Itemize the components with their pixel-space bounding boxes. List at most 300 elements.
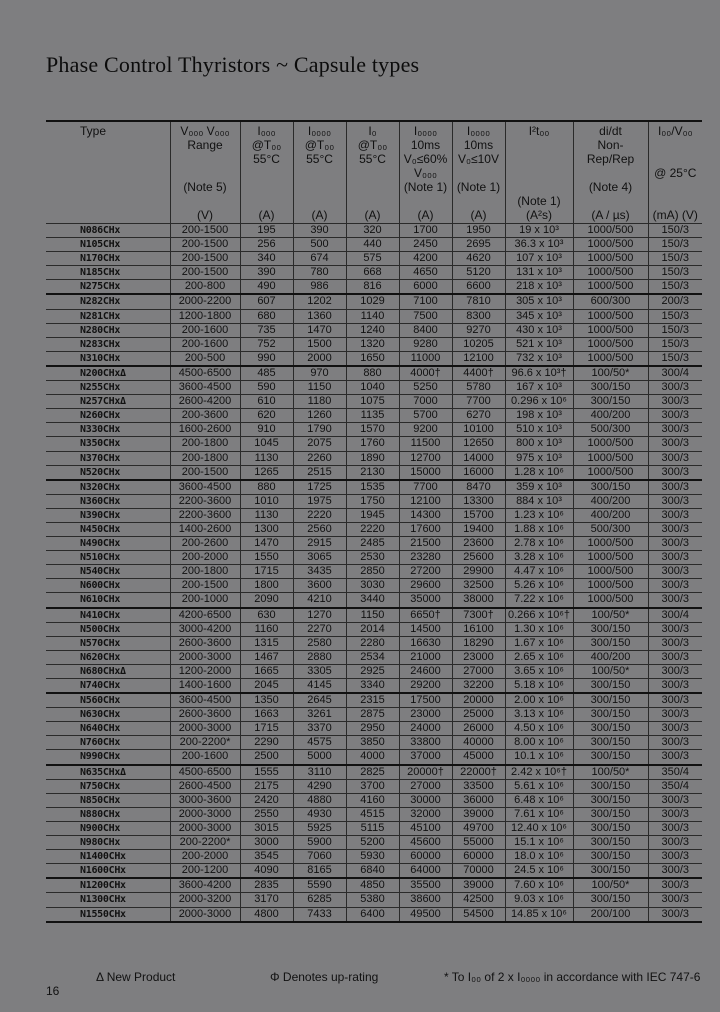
cell-itsm-10v: 2695 bbox=[452, 238, 505, 252]
cell-i2t: 2.65 x 10⁶ bbox=[505, 650, 573, 664]
header-row-main bbox=[46, 121, 702, 208]
cell-igt-vgt: 300/3 bbox=[648, 565, 702, 579]
cell-it: 2950 bbox=[346, 722, 399, 736]
table-row bbox=[46, 608, 702, 623]
footnote-iec: * To I₀₀ of 2 x I₀₀₀₀ in accordance with IEC 747-6 bbox=[444, 970, 701, 984]
cell-itsm-10v: 16000 bbox=[452, 465, 505, 480]
cell-itsm-10v: 1950 bbox=[452, 224, 505, 238]
cell-it-rms: 674 bbox=[293, 252, 346, 266]
cell-vdrm-range: 2600-3600 bbox=[170, 708, 240, 722]
cell-didt: 1000/500 bbox=[573, 537, 648, 551]
cell-itsm-10v: 49700 bbox=[452, 821, 505, 835]
table-row bbox=[46, 266, 702, 280]
cell-didt: 300/150 bbox=[573, 708, 648, 722]
cell-type: N1200CHx bbox=[46, 878, 170, 893]
cell-igt-vgt: 150/3 bbox=[648, 351, 702, 366]
cell-it: 1029 bbox=[346, 294, 399, 309]
table-row bbox=[46, 366, 702, 381]
cell-didt: 400/200 bbox=[573, 650, 648, 664]
cell-vdrm-range: 3600-4500 bbox=[170, 480, 240, 495]
table-row bbox=[46, 864, 702, 879]
cell-type: N850CHx bbox=[46, 793, 170, 807]
cell-it: 1890 bbox=[346, 451, 399, 465]
cell-it-avg: 1130 bbox=[240, 451, 293, 465]
cell-it: 2220 bbox=[346, 522, 399, 536]
table-row bbox=[46, 423, 702, 437]
cell-itsm-60: 11500 bbox=[399, 437, 452, 451]
cell-itsm-10v: 54500 bbox=[452, 907, 505, 922]
table-row bbox=[46, 508, 702, 522]
cell-didt: 300/150 bbox=[573, 636, 648, 650]
cell-it: 1650 bbox=[346, 351, 399, 366]
table-row bbox=[46, 309, 702, 323]
cell-it-avg: 3545 bbox=[240, 850, 293, 864]
cell-igt-vgt: 300/4 bbox=[648, 366, 702, 381]
cell-itsm-10v: 5120 bbox=[452, 266, 505, 280]
cell-itsm-10v: 13300 bbox=[452, 494, 505, 508]
cell-vdrm-range: 200-2600 bbox=[170, 537, 240, 551]
cell-type: N310CHx bbox=[46, 351, 170, 366]
header-igt: I₀₀/V₀₀ @ 25°C bbox=[648, 121, 702, 208]
cell-didt: 1000/500 bbox=[573, 551, 648, 565]
cell-igt-vgt: 300/3 bbox=[648, 409, 702, 423]
cell-itsm-60: 12100 bbox=[399, 494, 452, 508]
cell-igt-vgt: 300/3 bbox=[648, 437, 702, 451]
cell-itsm-60: 7700 bbox=[399, 480, 452, 495]
cell-didt: 200/100 bbox=[573, 907, 648, 922]
cell-i2t: 15.1 x 10⁶ bbox=[505, 836, 573, 850]
cell-igt-vgt: 300/3 bbox=[648, 551, 702, 565]
cell-igt-vgt: 300/3 bbox=[648, 793, 702, 807]
cell-type: N320CHx bbox=[46, 480, 170, 495]
table-row bbox=[46, 679, 702, 694]
thyristor-table-container bbox=[46, 120, 702, 923]
cell-type: N260CHx bbox=[46, 409, 170, 423]
cell-igt-vgt: 300/3 bbox=[648, 807, 702, 821]
header-it-avg: I₀₀₀ @T₀₀ 55°C bbox=[240, 121, 293, 208]
cell-it-rms: 986 bbox=[293, 280, 346, 295]
table-row bbox=[46, 693, 702, 708]
cell-didt: 400/200 bbox=[573, 494, 648, 508]
cell-didt: 500/300 bbox=[573, 522, 648, 536]
cell-itsm-60: 33800 bbox=[399, 736, 452, 750]
cell-igt-vgt: 150/3 bbox=[648, 252, 702, 266]
cell-it-rms: 3110 bbox=[293, 765, 346, 780]
cell-igt-vgt: 300/3 bbox=[648, 878, 702, 893]
cell-vdrm-range: 3600-4200 bbox=[170, 878, 240, 893]
cell-type: N410CHx bbox=[46, 608, 170, 623]
cell-it-rms: 8165 bbox=[293, 864, 346, 879]
cell-it: 4850 bbox=[346, 878, 399, 893]
cell-didt: 1000/500 bbox=[573, 451, 648, 465]
cell-it: 1135 bbox=[346, 409, 399, 423]
table-row bbox=[46, 238, 702, 252]
cell-didt: 1000/500 bbox=[573, 437, 648, 451]
cell-itsm-10v: 32500 bbox=[452, 579, 505, 593]
cell-vdrm-range: 2000-3000 bbox=[170, 650, 240, 664]
cell-igt-vgt: 300/3 bbox=[648, 750, 702, 765]
cell-vdrm-range: 4500-6500 bbox=[170, 366, 240, 381]
cell-itsm-60: 24600 bbox=[399, 664, 452, 678]
cell-vdrm-range: 200-2200* bbox=[170, 736, 240, 750]
cell-it: 1140 bbox=[346, 309, 399, 323]
cell-itsm-60: 7100 bbox=[399, 294, 452, 309]
cell-it: 668 bbox=[346, 266, 399, 280]
cell-didt: 300/150 bbox=[573, 821, 648, 835]
table-row bbox=[46, 779, 702, 793]
cell-didt: 1000/500 bbox=[573, 593, 648, 608]
cell-igt-vgt: 150/3 bbox=[648, 337, 702, 351]
cell-it-rms: 3370 bbox=[293, 722, 346, 736]
cell-itsm-10v: 70000 bbox=[452, 864, 505, 879]
cell-it-rms: 500 bbox=[293, 238, 346, 252]
cell-i2t: 4.50 x 10⁶ bbox=[505, 722, 573, 736]
header-it-rms-unit: (A) bbox=[293, 208, 346, 224]
header-it: I₀ @T₀₀ 55°C bbox=[346, 121, 399, 208]
cell-igt-vgt: 300/3 bbox=[648, 381, 702, 395]
cell-itsm-60: 21500 bbox=[399, 537, 452, 551]
cell-it: 6400 bbox=[346, 907, 399, 922]
header-vdrm: V₀₀₀ V₀₀₀ Range (Note 5) bbox=[170, 121, 240, 208]
cell-itsm-60: 30000 bbox=[399, 793, 452, 807]
cell-it-avg: 680 bbox=[240, 309, 293, 323]
cell-i2t: 732 x 10³ bbox=[505, 351, 573, 366]
cell-it-avg: 590 bbox=[240, 381, 293, 395]
cell-itsm-10v: 22000† bbox=[452, 765, 505, 780]
table-row bbox=[46, 765, 702, 780]
cell-i2t: 0.266 x 10⁶† bbox=[505, 608, 573, 623]
cell-i2t: 6.48 x 10⁶ bbox=[505, 793, 573, 807]
cell-didt: 1000/500 bbox=[573, 280, 648, 295]
cell-igt-vgt: 150/3 bbox=[648, 266, 702, 280]
cell-didt: 1000/500 bbox=[573, 579, 648, 593]
cell-i2t: 1.23 x 10⁶ bbox=[505, 508, 573, 522]
cell-i2t: 10.1 x 10⁶ bbox=[505, 750, 573, 765]
header-itsm-10v-unit: (A) bbox=[452, 208, 505, 224]
cell-it-rms: 3261 bbox=[293, 708, 346, 722]
cell-it-avg: 2500 bbox=[240, 750, 293, 765]
cell-igt-vgt: 300/3 bbox=[648, 736, 702, 750]
table-row bbox=[46, 465, 702, 480]
cell-it-avg: 620 bbox=[240, 409, 293, 423]
cell-type: N570CHx bbox=[46, 636, 170, 650]
cell-vdrm-range: 200-2000 bbox=[170, 551, 240, 565]
cell-igt-vgt: 300/3 bbox=[648, 864, 702, 879]
cell-didt: 300/150 bbox=[573, 693, 648, 708]
cell-vdrm-range: 1400-2600 bbox=[170, 522, 240, 536]
cell-type: N490CHx bbox=[46, 537, 170, 551]
cell-didt: 1000/500 bbox=[573, 238, 648, 252]
cell-it: 1240 bbox=[346, 323, 399, 337]
cell-it: 5930 bbox=[346, 850, 399, 864]
cell-i2t: 96.6 x 10³† bbox=[505, 366, 573, 381]
cell-igt-vgt: 300/3 bbox=[648, 821, 702, 835]
cell-i2t: 198 x 10³ bbox=[505, 409, 573, 423]
cell-igt-vgt: 300/3 bbox=[648, 579, 702, 593]
table-row bbox=[46, 252, 702, 266]
cell-type: N630CHx bbox=[46, 708, 170, 722]
cell-itsm-10v: 12100 bbox=[452, 351, 505, 366]
cell-itsm-10v: 45000 bbox=[452, 750, 505, 765]
cell-it-avg: 752 bbox=[240, 337, 293, 351]
cell-vdrm-range: 200-1500 bbox=[170, 252, 240, 266]
cell-it: 1075 bbox=[346, 395, 399, 409]
cell-itsm-10v: 33500 bbox=[452, 779, 505, 793]
cell-it: 1760 bbox=[346, 437, 399, 451]
cell-vdrm-range: 3000-3600 bbox=[170, 793, 240, 807]
cell-it-avg: 2420 bbox=[240, 793, 293, 807]
cell-itsm-60: 8400 bbox=[399, 323, 452, 337]
cell-itsm-60: 5250 bbox=[399, 381, 452, 395]
cell-itsm-60: 21000 bbox=[399, 650, 452, 664]
cell-itsm-60: 45100 bbox=[399, 821, 452, 835]
cell-igt-vgt: 300/4 bbox=[648, 608, 702, 623]
cell-type: N750CHx bbox=[46, 779, 170, 793]
table-row bbox=[46, 381, 702, 395]
cell-i2t: 5.61 x 10⁶ bbox=[505, 779, 573, 793]
cell-i2t: 131 x 10³ bbox=[505, 266, 573, 280]
cell-vdrm-range: 3000-4200 bbox=[170, 622, 240, 636]
cell-vdrm-range: 200-1600 bbox=[170, 337, 240, 351]
cell-vdrm-range: 200-1600 bbox=[170, 323, 240, 337]
cell-type: N350CHx bbox=[46, 437, 170, 451]
cell-itsm-60: 20000† bbox=[399, 765, 452, 780]
cell-vdrm-range: 2000-2200 bbox=[170, 294, 240, 309]
cell-it-avg: 1045 bbox=[240, 437, 293, 451]
cell-it: 2925 bbox=[346, 664, 399, 678]
page-number: 16 bbox=[46, 984, 60, 998]
cell-vdrm-range: 200-1800 bbox=[170, 437, 240, 451]
cell-vdrm-range: 1600-2600 bbox=[170, 423, 240, 437]
cell-it-rms: 2580 bbox=[293, 636, 346, 650]
cell-itsm-60: 5700 bbox=[399, 409, 452, 423]
cell-i2t: 800 x 10³ bbox=[505, 437, 573, 451]
cell-it-avg: 256 bbox=[240, 238, 293, 252]
cell-it-avg: 1555 bbox=[240, 765, 293, 780]
cell-it-avg: 485 bbox=[240, 366, 293, 381]
cell-it: 1945 bbox=[346, 508, 399, 522]
cell-type: N370CHx bbox=[46, 451, 170, 465]
cell-itsm-60: 17600 bbox=[399, 522, 452, 536]
cell-it-avg: 990 bbox=[240, 351, 293, 366]
cell-vdrm-range: 3600-4500 bbox=[170, 693, 240, 708]
cell-type: N086CHx bbox=[46, 224, 170, 238]
cell-vdrm-range: 4500-6500 bbox=[170, 765, 240, 780]
cell-didt: 300/150 bbox=[573, 480, 648, 495]
cell-it-avg: 4090 bbox=[240, 864, 293, 879]
cell-igt-vgt: 300/3 bbox=[648, 465, 702, 480]
cell-igt-vgt: 300/3 bbox=[648, 836, 702, 850]
header-row-units bbox=[46, 208, 702, 224]
table-row bbox=[46, 323, 702, 337]
cell-vdrm-range: 2200-3600 bbox=[170, 508, 240, 522]
cell-type: N510CHx bbox=[46, 551, 170, 565]
cell-it-avg: 880 bbox=[240, 480, 293, 495]
cell-it-rms: 5925 bbox=[293, 821, 346, 835]
cell-it-avg: 1315 bbox=[240, 636, 293, 650]
cell-it-rms: 4145 bbox=[293, 679, 346, 694]
cell-itsm-60: 4200 bbox=[399, 252, 452, 266]
cell-i2t: 3.13 x 10⁶ bbox=[505, 708, 573, 722]
cell-didt: 300/150 bbox=[573, 736, 648, 750]
cell-it-rms: 3065 bbox=[293, 551, 346, 565]
cell-didt: 1000/500 bbox=[573, 323, 648, 337]
cell-it: 5200 bbox=[346, 836, 399, 850]
cell-it-avg: 1550 bbox=[240, 551, 293, 565]
header-itsm-60-unit: (A) bbox=[399, 208, 452, 224]
cell-vdrm-range: 1200-2000 bbox=[170, 664, 240, 678]
cell-itsm-10v: 12650 bbox=[452, 437, 505, 451]
cell-itsm-60: 64000 bbox=[399, 864, 452, 879]
table-row bbox=[46, 437, 702, 451]
cell-igt-vgt: 300/3 bbox=[648, 893, 702, 907]
cell-type: N1550CHx bbox=[46, 907, 170, 922]
cell-didt: 1000/500 bbox=[573, 224, 648, 238]
cell-igt-vgt: 150/3 bbox=[648, 323, 702, 337]
cell-igt-vgt: 300/3 bbox=[648, 494, 702, 508]
cell-it-rms: 2075 bbox=[293, 437, 346, 451]
cell-itsm-60: 32000 bbox=[399, 807, 452, 821]
cell-i2t: 510 x 10³ bbox=[505, 423, 573, 437]
cell-type: N740CHx bbox=[46, 679, 170, 694]
cell-itsm-10v: 39000 bbox=[452, 878, 505, 893]
cell-it-rms: 3600 bbox=[293, 579, 346, 593]
cell-type: N280CHx bbox=[46, 323, 170, 337]
cell-it: 880 bbox=[346, 366, 399, 381]
table-row bbox=[46, 494, 702, 508]
cell-vdrm-range: 2600-4200 bbox=[170, 395, 240, 409]
cell-vdrm-range: 200-1600 bbox=[170, 750, 240, 765]
cell-it: 2530 bbox=[346, 551, 399, 565]
cell-it-avg: 1470 bbox=[240, 537, 293, 551]
cell-type: N520CHx bbox=[46, 465, 170, 480]
cell-didt: 100/50* bbox=[573, 878, 648, 893]
cell-itsm-10v: 7300† bbox=[452, 608, 505, 623]
cell-i2t: 1.28 x 10⁶ bbox=[505, 465, 573, 480]
cell-it-rms: 2220 bbox=[293, 508, 346, 522]
cell-itsm-60: 14300 bbox=[399, 508, 452, 522]
cell-it-avg: 1300 bbox=[240, 522, 293, 536]
cell-it: 2875 bbox=[346, 708, 399, 722]
cell-it-avg: 735 bbox=[240, 323, 293, 337]
cell-vdrm-range: 200-2200* bbox=[170, 836, 240, 850]
cell-it-rms: 1150 bbox=[293, 381, 346, 395]
cell-itsm-10v: 14000 bbox=[452, 451, 505, 465]
table-row bbox=[46, 522, 702, 536]
cell-it: 3340 bbox=[346, 679, 399, 694]
cell-it-rms: 1260 bbox=[293, 409, 346, 423]
cell-i2t: 107 x 10³ bbox=[505, 252, 573, 266]
cell-didt: 100/50* bbox=[573, 366, 648, 381]
cell-i2t: 345 x 10³ bbox=[505, 309, 573, 323]
table-row bbox=[46, 622, 702, 636]
cell-igt-vgt: 300/3 bbox=[648, 636, 702, 650]
cell-itsm-60: 29200 bbox=[399, 679, 452, 694]
cell-vdrm-range: 1400-1600 bbox=[170, 679, 240, 694]
cell-vdrm-range: 200-1500 bbox=[170, 224, 240, 238]
cell-igt-vgt: 300/3 bbox=[648, 622, 702, 636]
table-row bbox=[46, 224, 702, 238]
cell-it-rms: 1500 bbox=[293, 337, 346, 351]
cell-itsm-10v: 8300 bbox=[452, 309, 505, 323]
cell-i2t: 1.30 x 10⁶ bbox=[505, 622, 573, 636]
table-header bbox=[46, 121, 702, 224]
cell-i2t: 3.28 x 10⁶ bbox=[505, 551, 573, 565]
table-row bbox=[46, 836, 702, 850]
cell-it: 2850 bbox=[346, 565, 399, 579]
cell-vdrm-range: 200-1500 bbox=[170, 238, 240, 252]
cell-itsm-10v: 15700 bbox=[452, 508, 505, 522]
cell-it: 1150 bbox=[346, 608, 399, 623]
cell-itsm-10v: 10205 bbox=[452, 337, 505, 351]
cell-it: 3440 bbox=[346, 593, 399, 608]
cell-vdrm-range: 200-1500 bbox=[170, 465, 240, 480]
footnote-new-product: Δ New Product bbox=[96, 970, 176, 984]
cell-vdrm-range: 2000-3200 bbox=[170, 893, 240, 907]
cell-vdrm-range: 200-2000 bbox=[170, 850, 240, 864]
cell-itsm-60: 4650 bbox=[399, 266, 452, 280]
cell-didt: 300/150 bbox=[573, 779, 648, 793]
cell-igt-vgt: 350/4 bbox=[648, 779, 702, 793]
cell-itsm-60: 2450 bbox=[399, 238, 452, 252]
cell-itsm-10v: 32200 bbox=[452, 679, 505, 694]
table-row bbox=[46, 551, 702, 565]
cell-itsm-60: 7500 bbox=[399, 309, 452, 323]
cell-igt-vgt: 300/3 bbox=[648, 451, 702, 465]
cell-igt-vgt: 300/3 bbox=[648, 664, 702, 678]
cell-itsm-10v: 19400 bbox=[452, 522, 505, 536]
header-didt-unit: (A / µs) bbox=[573, 208, 648, 224]
table-row bbox=[46, 878, 702, 893]
cell-i2t: 4.47 x 10⁶ bbox=[505, 565, 573, 579]
cell-vdrm-range: 200-1000 bbox=[170, 593, 240, 608]
cell-igt-vgt: 150/3 bbox=[648, 309, 702, 323]
cell-it-avg: 490 bbox=[240, 280, 293, 295]
cell-type: N540CHx bbox=[46, 565, 170, 579]
cell-it-avg: 2550 bbox=[240, 807, 293, 821]
cell-didt: 600/300 bbox=[573, 294, 648, 309]
cell-itsm-10v: 55000 bbox=[452, 836, 505, 850]
cell-it-avg: 1130 bbox=[240, 508, 293, 522]
cell-didt: 300/150 bbox=[573, 622, 648, 636]
table-row bbox=[46, 793, 702, 807]
cell-itsm-10v: 7700 bbox=[452, 395, 505, 409]
cell-type: N1600CHx bbox=[46, 864, 170, 879]
cell-igt-vgt: 150/3 bbox=[648, 224, 702, 238]
cell-it-avg: 630 bbox=[240, 608, 293, 623]
table-row bbox=[46, 736, 702, 750]
cell-i2t: 1.67 x 10⁶ bbox=[505, 636, 573, 650]
cell-it: 320 bbox=[346, 224, 399, 238]
cell-it-rms: 6285 bbox=[293, 893, 346, 907]
table-row bbox=[46, 893, 702, 907]
cell-type: N560CHx bbox=[46, 693, 170, 708]
cell-itsm-60: 12700 bbox=[399, 451, 452, 465]
table-row bbox=[46, 579, 702, 593]
cell-i2t: 7.61 x 10⁶ bbox=[505, 807, 573, 821]
cell-i2t: 18.0 x 10⁶ bbox=[505, 850, 573, 864]
cell-i2t: 5.18 x 10⁶ bbox=[505, 679, 573, 694]
cell-didt: 300/150 bbox=[573, 679, 648, 694]
cell-itsm-60: 29600 bbox=[399, 579, 452, 593]
cell-didt: 1000/500 bbox=[573, 266, 648, 280]
cell-it: 1750 bbox=[346, 494, 399, 508]
cell-it-avg: 1010 bbox=[240, 494, 293, 508]
cell-itsm-10v: 29900 bbox=[452, 565, 505, 579]
cell-igt-vgt: 300/3 bbox=[648, 395, 702, 409]
cell-itsm-60: 4000† bbox=[399, 366, 452, 381]
cell-itsm-60: 24000 bbox=[399, 722, 452, 736]
